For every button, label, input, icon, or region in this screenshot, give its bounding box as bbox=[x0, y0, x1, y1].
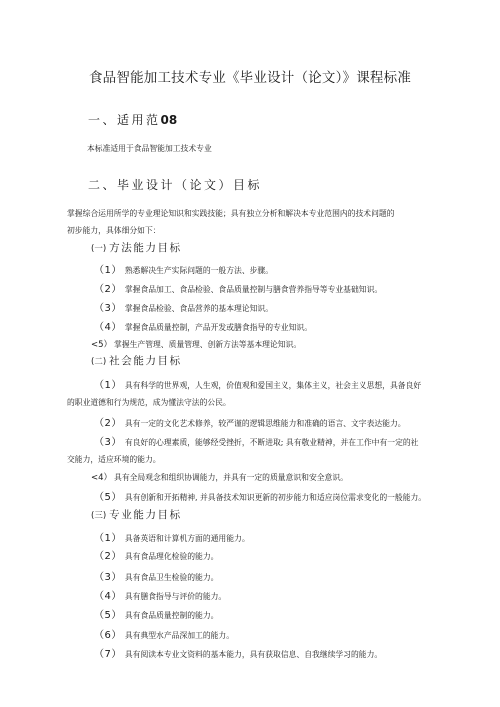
professional-item-4-number: （4） bbox=[94, 591, 122, 602]
method-ability-title: 方法能力目标 bbox=[109, 242, 182, 254]
professional-item-1 bbox=[94, 529, 250, 544]
method-item-1-text: 熟悉解决生产实际问题的一般方法、步骤。 bbox=[124, 266, 274, 275]
professional-item-3-number: （3） bbox=[94, 572, 122, 583]
social-item-5-text: 具有创新和开拓精神, 并具备技术知识更新的初步能力和适应岗位需求变化的一般能力。 bbox=[124, 493, 427, 502]
professional-item-7-text: 具有阅读本专业文资料的基本能力，具有获取信息、自我继续学习的能力。 bbox=[124, 650, 383, 659]
section-1-heading-suffix: 08 bbox=[160, 113, 178, 127]
professional-item-5 bbox=[94, 606, 218, 621]
social-item-3-line-1 bbox=[94, 433, 418, 448]
method-item-3 bbox=[94, 299, 273, 314]
social-item-5-number: （5） bbox=[94, 492, 122, 503]
method-item-1 bbox=[94, 261, 273, 276]
professional-item-6-number: （6） bbox=[94, 630, 122, 641]
professional-item-4 bbox=[94, 587, 226, 602]
professional-item-5-text: 具有食品质量控制的能力。 bbox=[124, 611, 219, 620]
social-item-1-text: 具有科学的世界观，人生观，价值观和爱国主义，集体主义，社会主义思想，具备良好 bbox=[124, 381, 422, 390]
section-1-heading-text: 一、适用范 bbox=[88, 113, 161, 127]
section-1-body: 本标准适用于食品智能加工技术专业 bbox=[87, 144, 212, 153]
professional-item-7-number: （7） bbox=[94, 649, 122, 660]
method-item-2-text: 掌握食品加工、食品检验、食品质量控制与膳食营养指导等专业基础知识。 bbox=[124, 285, 383, 294]
social-item-2 bbox=[94, 414, 406, 429]
section-1-heading bbox=[88, 111, 177, 128]
method-ability-number: (一) bbox=[91, 244, 107, 254]
section-2-intro-line-2: 初步能力，具体细分如下： bbox=[67, 226, 161, 235]
method-item-4-text: 掌握食品质量控制，产品开发或膳食指导的专业知识。 bbox=[124, 323, 312, 332]
professional-item-7 bbox=[94, 645, 382, 660]
method-ability-heading bbox=[91, 240, 182, 255]
social-ability-title: 社会能力目标 bbox=[109, 355, 182, 367]
method-item-4 bbox=[94, 318, 312, 333]
professional-item-2-number: （2） bbox=[94, 551, 122, 562]
professional-ability-heading bbox=[91, 507, 182, 522]
social-item-3-text: 有良好的心理素质，能够经受挫折，不断进取; 具有敬业精神，并在工作中有一定的社 bbox=[124, 438, 419, 447]
social-item-3-number: （3） bbox=[94, 437, 122, 448]
professional-item-3 bbox=[94, 568, 218, 583]
professional-item-5-number: （5） bbox=[94, 610, 122, 621]
professional-item-4-text: 具有膳食指导与评价的能力。 bbox=[124, 592, 227, 601]
social-item-2-number: （2） bbox=[94, 418, 122, 429]
professional-item-3-text: 具有食品卫生检验的能力。 bbox=[124, 573, 219, 582]
method-item-2 bbox=[94, 280, 382, 295]
professional-ability-title: 专业能力目标 bbox=[109, 509, 182, 521]
document-title: 食品智能加工技术专业《毕业设计（论文）》课程标准 bbox=[88, 70, 412, 86]
method-item-2-number: （2） bbox=[94, 284, 122, 295]
method-item-3-text: 掌握食品检验、食品营养的基本理论知识。 bbox=[124, 304, 274, 313]
section-2-heading: 二、毕业设计（论文）目标 bbox=[88, 178, 263, 192]
social-item-1-line-2: 的职业道德和行为规范，成为懂法守法的公民。 bbox=[67, 398, 231, 407]
professional-ability-number: (三) bbox=[91, 511, 107, 521]
social-item-1-number: （1） bbox=[94, 380, 122, 391]
professional-item-6 bbox=[94, 626, 234, 641]
method-item-5-number: <5） bbox=[91, 340, 113, 350]
social-item-2-text: 具有一定的文化艺术修养，较严谨的逻辑思维能力和准确的语言、文字表达能力。 bbox=[124, 419, 406, 428]
professional-item-6-text: 具有典型水产品深加工的能力。 bbox=[124, 631, 235, 640]
social-item-1-line-1 bbox=[94, 376, 421, 391]
professional-item-1-number: （1） bbox=[94, 533, 122, 544]
method-item-5 bbox=[91, 338, 301, 350]
professional-item-1-text: 具备英语和计算机方面的通用能力。 bbox=[124, 534, 250, 543]
professional-item-2-text: 具有食品理化检验的能力。 bbox=[124, 552, 219, 561]
social-item-5 bbox=[94, 488, 426, 503]
social-ability-heading bbox=[91, 353, 182, 368]
social-item-4-number: <4） bbox=[91, 473, 113, 483]
social-item-4-text: 具有全局观念和组织协调能力，并具有一定的质量意识和安全意识。 bbox=[114, 473, 348, 482]
method-item-3-number: （3） bbox=[94, 303, 122, 314]
professional-item-2 bbox=[94, 547, 218, 562]
method-item-4-number: （4） bbox=[94, 322, 122, 333]
social-ability-number: (二) bbox=[91, 357, 107, 367]
social-item-3-line-2: 交能力，适应环境的能力。 bbox=[67, 455, 161, 464]
social-item-4 bbox=[91, 471, 348, 483]
method-item-1-number: （1） bbox=[94, 265, 122, 276]
method-item-5-text: 掌握生产管理、质量管理、创新方法等基本理论知识。 bbox=[114, 340, 302, 349]
section-2-intro-line-1: 掌握综合运用所学的专业理论知识和实践技能；具有独立分析和解决本专业范围内的技术问题的 bbox=[67, 209, 395, 218]
